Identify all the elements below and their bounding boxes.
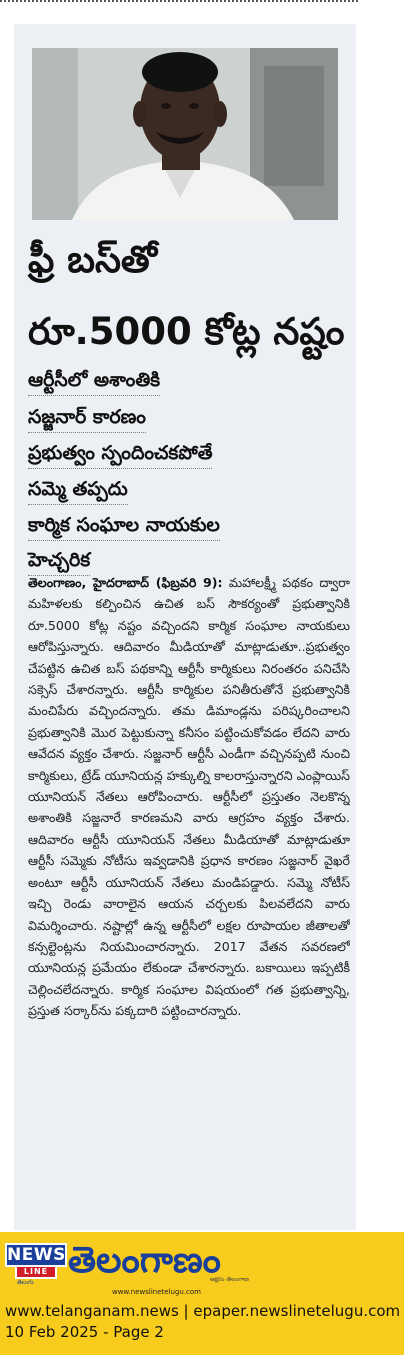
line-word: LINE xyxy=(15,1265,57,1279)
headline-line-1: ఫ్రీ బస్‌తో xyxy=(28,238,158,281)
telanganam-masthead[interactable]: తెలంగాణం xyxy=(68,1240,221,1281)
news-word: NEWS xyxy=(7,1245,66,1265)
credit-date-page: 10 Feb 2025 - Page 2 xyxy=(5,1323,164,1341)
article-body xyxy=(28,572,350,1232)
article-photo xyxy=(32,48,338,220)
subhead-4: సమ్మె తప్పదు xyxy=(28,475,128,505)
article-dateline: తెలంగాణం, హైదరాబాద్ (ఫిబ్రవరి 9): xyxy=(28,575,223,590)
newsline-tagline: తెలుగు xyxy=(17,1279,34,1286)
top-divider xyxy=(0,0,358,2)
credit-websites[interactable]: www.telanganam.news | epaper.newslinetelugu.com xyxy=(5,1302,401,1320)
masthead-website[interactable]: www.newslinetelugu.com xyxy=(112,1288,201,1296)
newsline-logo[interactable] xyxy=(5,1243,67,1286)
subhead-6: హెచ్చరిక xyxy=(28,546,90,576)
subhead-1: ఆర్టీసీలో అశాంతికి xyxy=(28,366,160,396)
subhead-3: ప్రభుత్వం స్పందించకపోతే xyxy=(28,439,212,469)
portrait-illustration xyxy=(32,48,338,220)
headline-line-2: రూ.5000 కోట్ల నష్టం xyxy=(28,310,345,353)
subhead-5: కార్మిక సంఘాల నాయకుల xyxy=(28,511,220,541)
subhead-2: సజ్జనార్ కారణం xyxy=(28,403,146,433)
masthead-tagline: ఆక్షరం తెలంగాణ xyxy=(210,1276,249,1283)
article-card xyxy=(14,24,356,1230)
article-body-text: మహాలక్ష్మీ పథకం ద్వారా మహిళలకు కల్పించిన ఉచిత బస్ సౌకర్యంతో ప్రభుత్వానికి రూ.5000 కోట్ల నష్టం వచ్చిందని కార్మిక సంఘాల నాయకులు ఆరోపిస్తున్నారు. ఆదివారం మీడియాతో మాట్లాడుతూ..ప్రభుత్వం చేపట్టిన ఉచిత బస్ పథకాన్ని ఆర్టీసీ కార్మికులు నిరంతరం పనిచేసి సక్సెస్ చేశారన్నారు. ఆర్టీసీ కార్మికుల పనితీరుతోనే ప్రభుత్వానికి మంచిపేరు వచ్చిందన్నారు. తమ డిమాండ్లను పరిష్కరించాలని ప్రభుత్వానికి మొర పెట్టుకున్నా కనీసం పట్టించుకోవడం లేదని వారు ఆవేదన వ్యక్తం చేశారు. సజ్జనార్ ఆర్టీసీ ఎండీగా వచ్చినప్పటి నుంచి కార్మికులు, ట్రేడ్ యూనియన్ల హక్కుల్ని కాలరాస్తున్నారని ఎంప్లాయిస్ యూనియన్ నేతలు ఆరోపించారు. ఆర్టీసీలో ప్రస్తుతం నెలకొన్న అశాంతికి సజ్జనారే కారణమని వారు ఆగ్రహం వ్యక్తం చేశారు. ఆదివారం ఆర్టీసీ యూనియన్ నేతలు మీడియాతో మాట్లాడుతూ ఆర్టీసీ సమ్మెకు నోటీసు ఇవ్వడానికి ప్రధాన కారణం సజ్జనార్ వైఖరే అంటూ ఆర్టీసీ యూనియన్ నేతలు మండిపడ్డారు. సమ్మె నోటీస్ ఇచ్చి రెండు వారాలైన ఆయన చర్చలకు పిలవలేదని వారు విమర్శించారు. నష్టాల్లో ఉన్న ఆర్టీసీలో లక్షల రూపాయల జీతాలతో కన్సల్టెంట్లను నియమించారన్నారు. 2017 వేతన సవరణలో యూనియన్ల ప్రమేయం లేకుండా చేశారన్నారు. బకాయిలు ఇప్పటికీ చెల్లించలేదన్నారు. కార్మిక సంఘాల విషయంలో గత ప్రభుత్వాన్ని, ప్రస్తుత సర్కార్‌ను పక్కదారి పట్టించారన్నారు. xyxy=(28,575,350,1019)
